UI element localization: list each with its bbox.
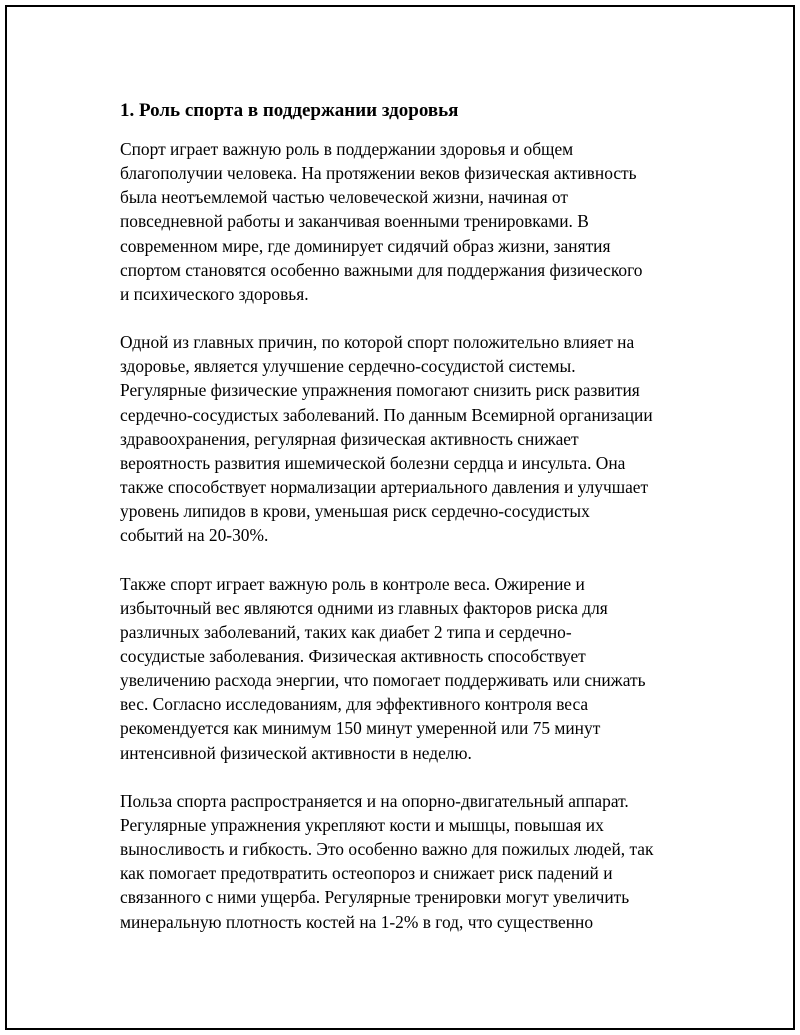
paragraph-line: выносливость и гибкость. Это особенно важно для пожилых людей, так xyxy=(120,839,654,860)
paragraph-line: сосудистые заболевания. Физическая активность способствует xyxy=(120,645,586,666)
paragraph-line: спортом становятся особенно важными для поддержания физического xyxy=(120,259,643,280)
paragraph-line: и психического здоровья. xyxy=(120,283,309,304)
paragraph-3 xyxy=(120,572,700,765)
paragraph-1 xyxy=(120,137,700,306)
paragraph-line: рекомендуется как минимум 150 минут умеренной или 75 минут xyxy=(120,718,601,739)
paragraph-4 xyxy=(120,789,700,934)
page-frame xyxy=(5,5,795,1030)
paragraph-line: различных заболеваний, таких как диабет 2 типа и сердечно- xyxy=(120,621,572,642)
paragraph-line: Спорт играет важную роль в поддержании здоровья и общем xyxy=(120,139,574,159)
paragraph-line: избыточный вес являются одними из главных факторов риска для xyxy=(120,597,608,618)
paragraph-line: благополучии человека. На протяжении веков физическая активность xyxy=(120,163,637,184)
paragraph-line: повседневной работы и заканчивая военными тренировками. В xyxy=(120,211,589,232)
paragraph-line: Регулярные физические упражнения помогают снизить риск развития xyxy=(120,380,640,401)
paragraph-line: уровень липидов в крови, уменьшая риск сердечно-сосудистых xyxy=(120,501,590,522)
paragraph-line: событий на 20-30%. xyxy=(120,525,269,546)
paragraph-line: как помогает предотвратить остеопороз и снижает риск падений и xyxy=(120,863,613,884)
paragraph-line: Регулярные упражнения укрепляют кости и мышцы, повышая их xyxy=(120,814,604,835)
paragraph-2 xyxy=(120,330,700,547)
paragraph-line: увеличению расхода энергии, что помогает поддерживать или снижать xyxy=(120,670,646,691)
paragraph-line: современном мире, где доминирует сидячий образ жизни, занятия xyxy=(120,235,611,256)
paragraph-line: вес. Согласно исследованиям, для эффективного контроля веса xyxy=(120,694,589,715)
paragraph-line: Польза спорта распространяется и на опорно-двигательный аппарат. xyxy=(120,790,629,811)
section-heading: 1. Роль спорта в поддержании здоровья xyxy=(120,100,459,121)
paragraph-line: здоровье, является улучшение сердечно-сосудистой системы. xyxy=(120,356,576,377)
paragraph-line: Одной из главных причин, по которой спорт положительно влияет на xyxy=(120,332,635,353)
paragraph-line: сердечно-сосудистых заболеваний. По данным Всемирной организации xyxy=(120,404,653,425)
paragraph-line: Также спорт играет важную роль в контроле веса. Ожирение и xyxy=(120,573,585,594)
paragraph-line: была неотъемлемой частью человеческой жизни, начиная от xyxy=(120,187,568,208)
paragraph-line: минеральную плотность костей на 1-2% в год, что существенно xyxy=(120,911,594,932)
document-body xyxy=(120,99,700,958)
paragraph-line: связанного с ними ущерба. Регулярные тренировки могут увеличить xyxy=(120,887,630,908)
paragraph-line: здравоохранения, регулярная физическая активность снижает xyxy=(120,428,579,449)
paragraph-line: также способствует нормализации артериального давления и улучшает xyxy=(120,477,649,498)
paragraphs-container xyxy=(120,137,700,934)
paragraph-line: вероятность развития ишемической болезни сердца и инсульта. Она xyxy=(120,452,626,473)
paragraph-line: интенсивной физической активности в неделю. xyxy=(120,742,472,763)
